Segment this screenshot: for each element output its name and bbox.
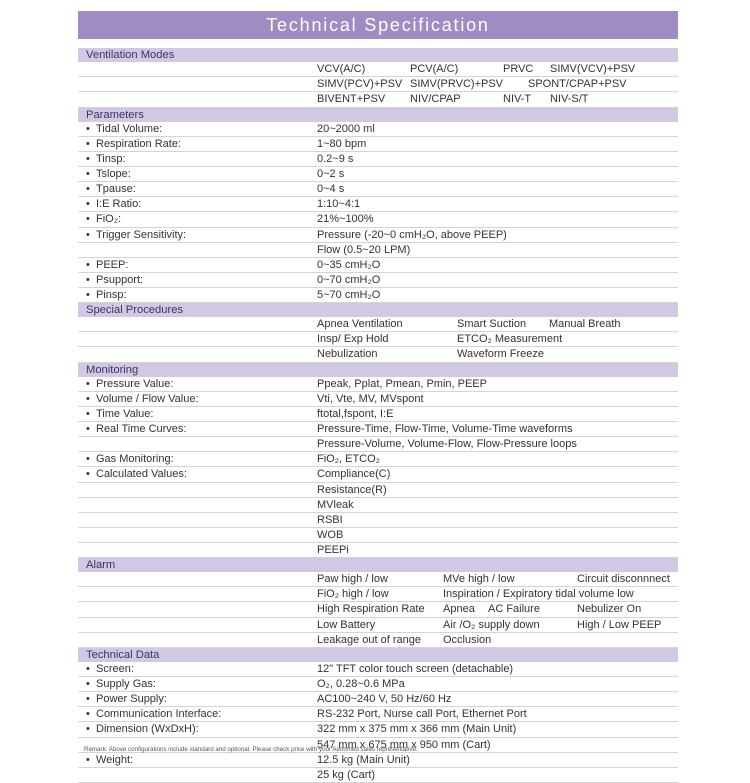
spec-row: [78, 707, 678, 722]
section-header-alarm: Alarm: [78, 558, 678, 572]
spec-value: 21%~100%: [317, 213, 374, 226]
spec-value: 322 mm x 375 mm x 366 mm (Main Unit): [317, 723, 517, 736]
spec-row: [78, 243, 678, 258]
spec-item: SPONT/CPAP+PSV: [528, 78, 627, 91]
spec-item: NIV/CPAP: [410, 93, 461, 106]
section-header-parameters: Parameters: [78, 108, 678, 122]
spec-label: • FiO₂:: [86, 213, 122, 226]
spec-row: [78, 543, 678, 558]
spec-label: • I:E Ratio:: [86, 198, 142, 211]
spec-row: [78, 122, 678, 137]
spec-label: • Tinsp:: [86, 153, 126, 166]
spec-value: 0~70 cmH₂O: [317, 273, 381, 286]
spec-item: PRVC: [503, 63, 534, 76]
spec-row: [78, 528, 678, 543]
spec-row: [78, 602, 678, 617]
spec-row: [78, 768, 678, 783]
spec-value: AC100~240 V, 50 Hz/60 Hz: [317, 693, 452, 706]
spec-value: ftotal,fspont, I:E: [317, 408, 394, 421]
spec-item: Nebulizer On: [577, 603, 642, 616]
spec-row: [78, 258, 678, 273]
spec-row: [78, 407, 678, 422]
spec-row: [78, 152, 678, 167]
spec-row: [78, 62, 678, 77]
remark-note: Remark: Above configurations include standard and optional. Please check price with your Aeonmed sales representative.: [84, 746, 418, 753]
bullet-icon: •: [86, 678, 90, 691]
spec-item: Apnea: [443, 603, 475, 616]
spec-value: Flow (0.5~20 LPM): [317, 243, 411, 256]
bullet-icon: •: [86, 137, 90, 150]
spec-value: 0~4 s: [317, 183, 345, 196]
spec-row: [78, 212, 678, 227]
spec-item: PCV(A/C): [410, 63, 459, 76]
spec-value: 0.2~9 s: [317, 153, 354, 166]
spec-value: MVleak: [317, 498, 354, 511]
spec-item: Leakage out of range: [317, 633, 421, 646]
spec-row: [78, 452, 678, 467]
spec-row: [78, 437, 678, 452]
spec-row: [78, 137, 678, 152]
spec-item: Occlusion: [443, 633, 492, 646]
spec-value: 12" TFT color touch screen (detachable): [317, 663, 514, 676]
bullet-icon: •: [86, 423, 90, 436]
spec-item: SIMV(PCV)+PSV: [317, 78, 403, 91]
spec-row: [78, 77, 678, 92]
bullet-icon: •: [86, 273, 90, 286]
spec-label: • Gas Monitoring:: [86, 453, 174, 466]
spec-item: Nebulization: [317, 348, 378, 361]
spec-row: [78, 377, 678, 392]
bullet-icon: •: [86, 168, 90, 181]
spec-item: SIMV(VCV)+PSV: [550, 63, 636, 76]
spec-item: Low Battery: [317, 618, 376, 631]
spec-label: • Respiration Rate:: [86, 137, 181, 150]
spec-item: VCV(A/C): [317, 63, 366, 76]
bullet-icon: •: [86, 258, 90, 271]
spec-value: Pressure-Volume, Volume-Flow, Flow-Pressure loops: [317, 438, 577, 451]
spec-item: BIVENT+PSV: [317, 93, 386, 106]
spec-item: Smart Suction: [457, 318, 527, 331]
spec-item: High / Low PEEP: [577, 618, 662, 631]
spec-item: NIV-T: [503, 93, 532, 106]
spec-label: • Tpause:: [86, 183, 136, 196]
spec-row: [78, 633, 678, 648]
bullet-icon: •: [86, 453, 90, 466]
spec-row: [78, 513, 678, 528]
bullet-icon: •: [86, 377, 90, 390]
spec-row: [78, 483, 678, 498]
bullet-icon: •: [86, 228, 90, 241]
spec-row: [78, 273, 678, 288]
spec-label: • Psupport:: [86, 273, 144, 286]
spec-value: O₂, 0.28~0.6 MPa: [317, 678, 405, 691]
spec-value: 0~2 s: [317, 168, 345, 181]
spec-value: Vti, Vte, MV, MVspont: [317, 392, 424, 405]
spec-label: • Pinsp:: [86, 288, 127, 301]
spec-item: ETCO₂ Measurement: [457, 333, 563, 346]
spec-label: • Time Value:: [86, 408, 154, 421]
bullet-icon: •: [86, 288, 90, 301]
spec-value: Pressure (-20~0 cmH₂O, above PEEP): [317, 228, 507, 241]
spec-value: RS-232 Port, Nurse call Port, Ethernet Port: [317, 708, 527, 721]
spec-value: PEEPi: [317, 543, 349, 556]
spec-label: • Power Supply:: [86, 693, 167, 706]
spec-label: • Trigger Sensitivity:: [86, 228, 187, 241]
section-header-technical-data: Technical Data: [78, 648, 678, 662]
spec-item: High Respiration Rate: [317, 603, 425, 616]
spec-label: • Tslope:: [86, 168, 131, 181]
spec-label: • Tidal Volume:: [86, 122, 163, 135]
spec-item: Waveform Freeze: [457, 348, 545, 361]
spec-value: 1~80 bpm: [317, 137, 367, 150]
bullet-icon: •: [86, 153, 90, 166]
spec-item: Insp/ Exp Hold: [317, 333, 389, 346]
spec-value: FiO₂, ETCO₂: [317, 453, 380, 466]
spec-label: • Real Time Curves:: [86, 423, 187, 436]
spec-row: [78, 288, 678, 303]
bullet-icon: •: [86, 663, 90, 676]
spec-value: 0~35 cmH₂O: [317, 258, 381, 271]
spec-item: AC Failure: [488, 603, 540, 616]
spec-label: • Supply Gas:: [86, 678, 156, 691]
spec-row: [78, 392, 678, 407]
spec-value: RSBI: [317, 513, 343, 526]
spec-row: [78, 618, 678, 633]
spec-value: Ppeak, Pplat, Pmean, Pmin, PEEP: [317, 377, 487, 390]
spec-row: [78, 572, 678, 587]
spec-row: [78, 317, 678, 332]
spec-row: [78, 722, 678, 737]
bullet-icon: •: [86, 183, 90, 196]
spec-item: FiO₂ high / low: [317, 588, 389, 601]
spec-item: Circuit disconnnect: [577, 573, 670, 586]
bullet-icon: •: [86, 122, 90, 135]
spec-item: Apnea Ventilation: [317, 318, 403, 331]
spec-row: [78, 662, 678, 677]
page-title: Technical Specification: [78, 11, 678, 39]
spec-row: [78, 422, 678, 437]
spec-row: [78, 197, 678, 212]
spec-row: [78, 92, 678, 107]
bullet-icon: •: [86, 753, 90, 766]
spec-value: 5~70 cmH₂O: [317, 288, 381, 301]
spec-value: 547 mm x 675 mm x 950 mm (Cart): [317, 738, 491, 751]
spec-item: Paw high / low: [317, 573, 388, 586]
spec-value: Compliance(C): [317, 468, 391, 481]
spec-item: Manual Breath: [549, 318, 621, 331]
spec-row: [78, 677, 678, 692]
spec-row: [78, 228, 678, 243]
bullet-icon: •: [86, 708, 90, 721]
spec-label: • Volume / Flow Value:: [86, 392, 199, 405]
spec-item: Air /O₂ supply down: [443, 618, 540, 631]
bullet-icon: •: [86, 468, 90, 481]
spec-value: WOB: [317, 528, 344, 541]
spec-label: • Pressure Value:: [86, 377, 174, 390]
spec-item: Inspiration / Expiratory tidal volume low: [443, 588, 634, 601]
spec-value: 1:10~4:1: [317, 198, 361, 211]
section-header-monitoring: Monitoring: [78, 363, 678, 377]
spec-row: [78, 182, 678, 197]
spec-label: • Weight:: [86, 753, 134, 766]
spec-value: 25 kg (Cart): [317, 768, 376, 781]
spec-label: • Communication Interface:: [86, 708, 222, 721]
spec-row: [78, 167, 678, 182]
bullet-icon: •: [86, 213, 90, 226]
spec-value: 12.5 kg (Main Unit): [317, 753, 410, 766]
spec-table: [78, 48, 678, 783]
spec-row: [78, 467, 678, 482]
spec-label: • Dimension (WxDxH):: [86, 723, 199, 736]
spec-row: [78, 587, 678, 602]
bullet-icon: •: [86, 723, 90, 736]
spec-value: 20~2000 ml: [317, 122, 375, 135]
bullet-icon: •: [86, 408, 90, 421]
spec-value: Pressure-Time, Flow-Time, Volume-Time waveforms: [317, 423, 573, 436]
spec-label: • Calculated Values:: [86, 468, 187, 481]
spec-item: SIMV(PRVC)+PSV: [410, 78, 504, 91]
spec-row: [78, 332, 678, 347]
bullet-icon: •: [86, 198, 90, 211]
section-header-ventilation-modes: Ventilation Modes: [78, 48, 678, 62]
spec-value: Resistance(R): [317, 483, 387, 496]
spec-row: [78, 753, 678, 768]
spec-item: MVe high / low: [443, 573, 515, 586]
spec-row: [78, 347, 678, 362]
spec-row: [78, 498, 678, 513]
section-header-special-procedures: Special Procedures: [78, 303, 678, 317]
bullet-icon: •: [86, 392, 90, 405]
bullet-icon: •: [86, 693, 90, 706]
spec-label: • PEEP:: [86, 258, 129, 271]
spec-item: NIV-S/T: [550, 93, 589, 106]
spec-row: [78, 692, 678, 707]
spec-label: • Screen:: [86, 663, 134, 676]
